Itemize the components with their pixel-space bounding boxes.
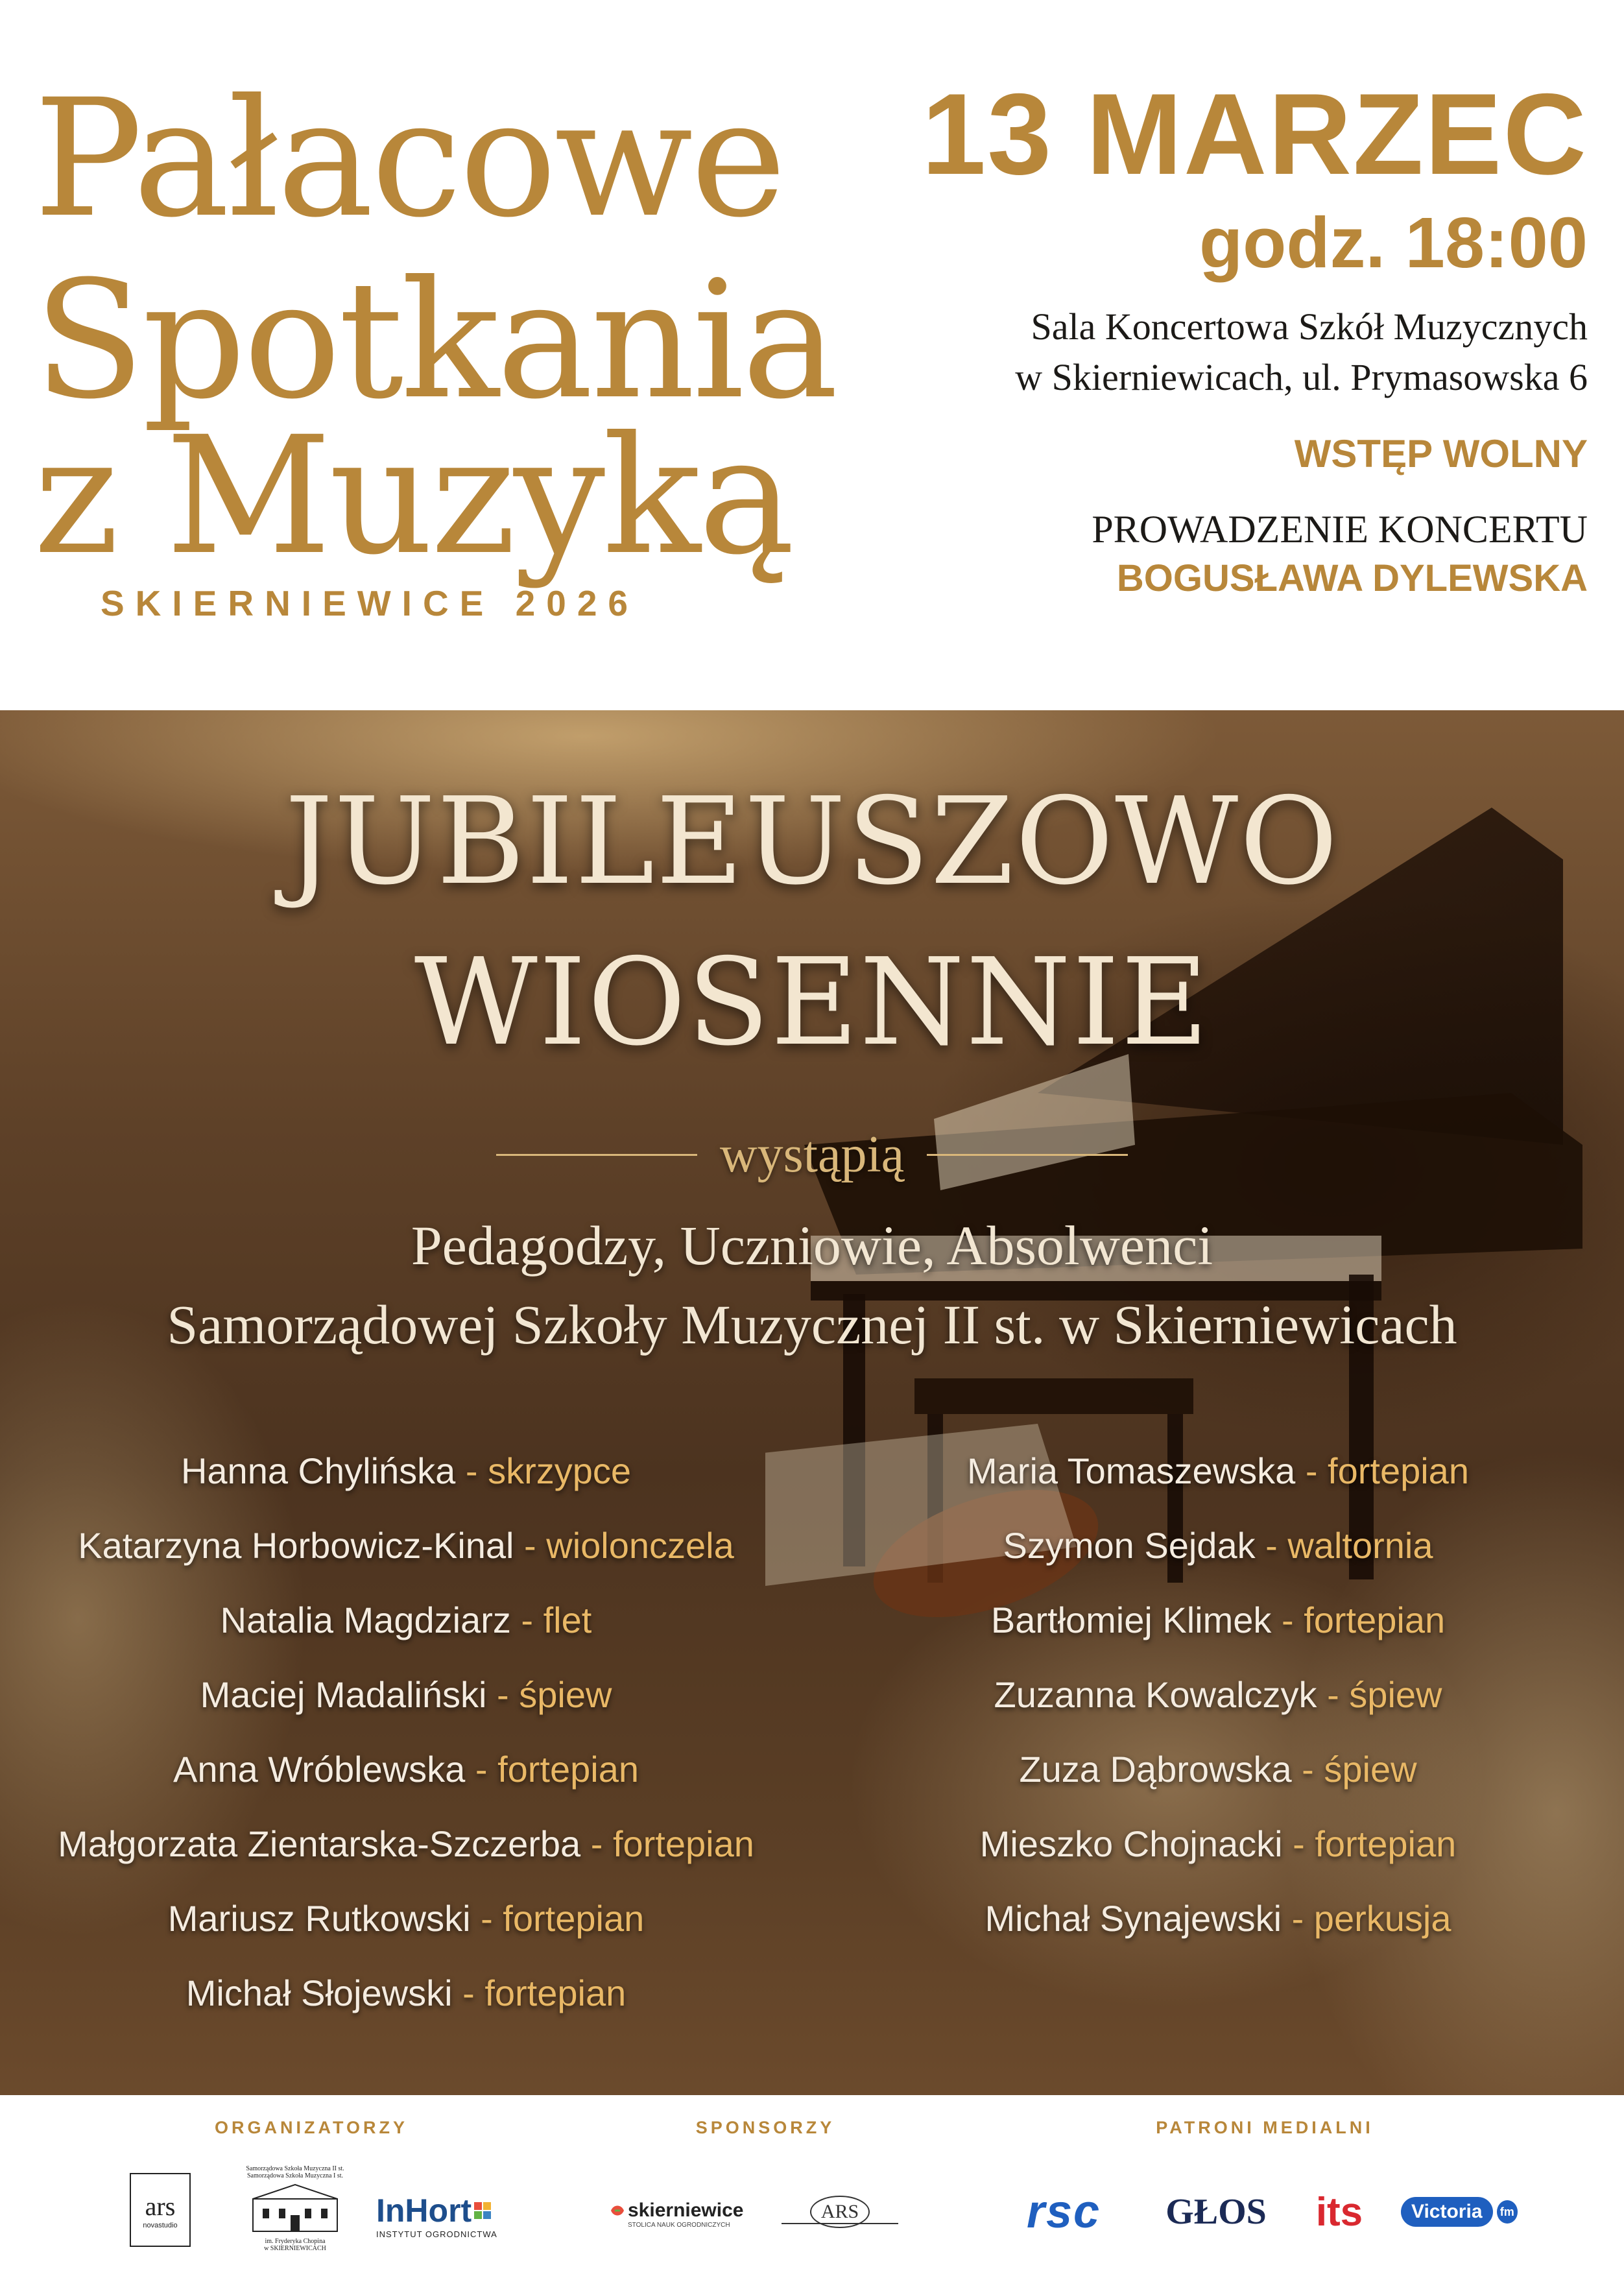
artist-row: [812, 1673, 1624, 1716]
artist-instrument: fortepian: [503, 1898, 645, 1939]
artist-row: [812, 1823, 1624, 1865]
skierniewice-city-logo: [610, 2191, 759, 2237]
artist-separator: -: [1291, 1749, 1324, 1790]
artist-instrument: fortepian: [497, 1749, 639, 1790]
artist-instrument: skrzypce: [488, 1450, 632, 1491]
concert-title-line-1: JUBILEUSZOWO: [285, 771, 1339, 911]
inhort-logo-subtext: INSTYTUT OGRODNICTWA: [376, 2229, 497, 2239]
artist-separator: -: [1282, 1898, 1314, 1939]
concert-title-line-2: WIOSENNIE: [414, 932, 1210, 1072]
ars-logo-text: ARS: [820, 2201, 859, 2222]
artist-instrument: waltornia: [1287, 1525, 1433, 1566]
artist-name: Maria Tomaszewska: [967, 1450, 1296, 1491]
ars-nova-logo-text: ars: [145, 2191, 176, 2221]
rsc-radio-logo: [1002, 2183, 1125, 2241]
skierniewice-logo-text: skierniewice: [628, 2199, 744, 2221]
school-logo-line-1: Samorządowa Szkoła Muzyczna II st.: [246, 2165, 344, 2172]
skierniewice-logo-subtext: STOLICA NAUK OGRODNICZYCH: [628, 2221, 730, 2229]
artist-name: Natalia Magdziarz: [220, 1600, 511, 1640]
left-divider: [496, 1154, 697, 1156]
event-time: godz. 18:00: [1199, 203, 1588, 283]
victoria-fm-logo: [1401, 2189, 1518, 2235]
artist-name: Małgorzata Zientarska-Szczerba: [58, 1823, 581, 1864]
artist-name: Anna Wróblewska: [173, 1749, 466, 1790]
concert-banner: [0, 710, 1624, 2095]
host-label: PROWADZENIE KONCERTU: [1092, 508, 1588, 551]
school-logo-line-3: im. Fryderyka Chopina: [265, 2238, 326, 2245]
artist-separator: -: [452, 1973, 485, 2013]
perform-label: wystąpią: [719, 1126, 905, 1183]
artist-name: Szymon Sejdak: [1003, 1525, 1256, 1566]
artist-row: [0, 1599, 812, 1641]
ars-logo: [782, 2186, 898, 2238]
inhort-logo: [376, 2186, 506, 2244]
artist-separator: -: [465, 1749, 498, 1790]
its-logo-text: its: [1315, 2189, 1363, 2235]
artist-name: Mieszko Chojnacki: [979, 1823, 1283, 1864]
artist-row: [812, 1897, 1624, 1939]
artist-separator: -: [580, 1823, 613, 1864]
artist-row: [812, 1599, 1624, 1641]
artist-name: Michał Słojewski: [185, 1973, 453, 2013]
artist-instrument: fortepian: [1315, 1823, 1457, 1864]
artist-name: Maciej Madaliński: [200, 1674, 487, 1715]
event-date: 13 MARZEC: [922, 69, 1588, 198]
artist-row: [0, 1748, 812, 1790]
performers-line-2: Samorządowej Szkoły Muzycznej II st. w Skierniewicach: [167, 1293, 1457, 1356]
artist-instrument: fortepian: [612, 1823, 754, 1864]
artist-instrument: śpiew: [519, 1674, 612, 1715]
artist-separator: -: [1255, 1525, 1288, 1566]
artist-name: Bartłomiej Klimek: [990, 1600, 1272, 1640]
artist-separator: -: [1271, 1600, 1304, 1640]
host-name: BOGUSŁAWA DYLEWSKA: [1116, 557, 1588, 599]
school-logo-line-2: Samorządowa Szkoła Muzyczna I st.: [246, 2172, 343, 2179]
artist-name: Mariusz Rutkowski: [167, 1898, 471, 1939]
performers-line-1: Pedagodzy, Uczniowie, Absolwenci: [411, 1214, 1213, 1277]
festival-title-line-2: Spotkania: [34, 246, 836, 435]
festival-title-line-3: z Muzyką: [34, 402, 793, 590]
artist-row: [812, 1450, 1624, 1492]
sponsors-label: SPONSORZY: [695, 2118, 835, 2137]
venue-line-1: Sala Koncertowa Szkół Muzycznych: [1031, 306, 1588, 348]
artist-separator: -: [510, 1600, 543, 1640]
skierniewice-leaf-icon: [610, 2203, 625, 2218]
artist-row: [812, 1748, 1624, 1790]
artist-name: Zuzanna Kowalczyk: [994, 1674, 1317, 1715]
ars-nova-logo-subtext: novastudio: [143, 2221, 178, 2229]
artist-name: Katarzyna Horbowicz-Kinal: [78, 1525, 514, 1566]
artist-instrument: fortepian: [1328, 1450, 1469, 1491]
artist-instrument: śpiew: [1324, 1749, 1417, 1790]
footer: [0, 2095, 1624, 2291]
artist-instrument: wiolonczela: [546, 1525, 734, 1566]
festival-title-line-1: Pałacowe: [34, 64, 784, 253]
glos-newspaper-logo: [1158, 2186, 1274, 2238]
inhort-logo-text: InHort: [376, 2192, 472, 2229]
artist-instrument: fortepian: [484, 1973, 627, 2013]
artist-name: Zuza Dąbrowska: [1019, 1749, 1292, 1790]
rsc-logo-text: rsc: [1026, 2186, 1101, 2238]
artist-separator: -: [514, 1525, 547, 1566]
artist-row: [0, 1972, 812, 2014]
artist-instrument: perkusja: [1313, 1898, 1451, 1939]
artist-row: [0, 1823, 812, 1865]
artist-separator: -: [470, 1898, 503, 1939]
school-logo-line-4: w SKIERNIEWICACH: [264, 2245, 326, 2252]
artist-separator: -: [486, 1674, 519, 1715]
victoria-fm-badge: fm: [1497, 2200, 1518, 2224]
school-building-icon: [246, 2179, 344, 2238]
venue-line-2: w Skierniewicach, ul. Prymasowska 6: [1015, 356, 1588, 398]
inhort-squares-icon: [474, 2202, 491, 2219]
free-entry: WSTĘP WOLNY: [1294, 432, 1588, 475]
ars-nova-logo: [130, 2173, 191, 2247]
artist-row: [812, 1524, 1624, 1566]
artist-separator: -: [1282, 1823, 1315, 1864]
artist-separator: -: [1317, 1674, 1350, 1715]
festival-subtitle: SKIERNIEWICE 2026: [101, 583, 639, 623]
artist-row: [0, 1524, 812, 1566]
media-patrons-label: PATRONI MEDIALNI: [1156, 2118, 1374, 2137]
organizers-label: ORGANIZATORZY: [215, 2118, 408, 2137]
artist-name: Michał Synajewski: [985, 1898, 1282, 1939]
artist-separator: -: [455, 1450, 488, 1491]
victoria-logo-text: Victoria: [1411, 2201, 1483, 2222]
artist-instrument: flet: [543, 1600, 592, 1640]
perform-heading: [0, 1125, 1624, 1184]
artist-row: [0, 1673, 812, 1716]
right-divider: [927, 1154, 1128, 1156]
artist-instrument: fortepian: [1304, 1600, 1446, 1640]
header: [0, 0, 1624, 710]
artist-instrument: śpiew: [1349, 1674, 1442, 1715]
glos-logo-text: GŁOS: [1165, 2192, 1267, 2232]
music-school-logo: [243, 2157, 347, 2261]
artist-row: [0, 1450, 812, 1492]
its-tv-logo: [1297, 2186, 1381, 2238]
artist-separator: -: [1295, 1450, 1328, 1491]
artist-name: Hanna Chylińska: [180, 1450, 456, 1491]
artist-row: [0, 1897, 812, 1939]
